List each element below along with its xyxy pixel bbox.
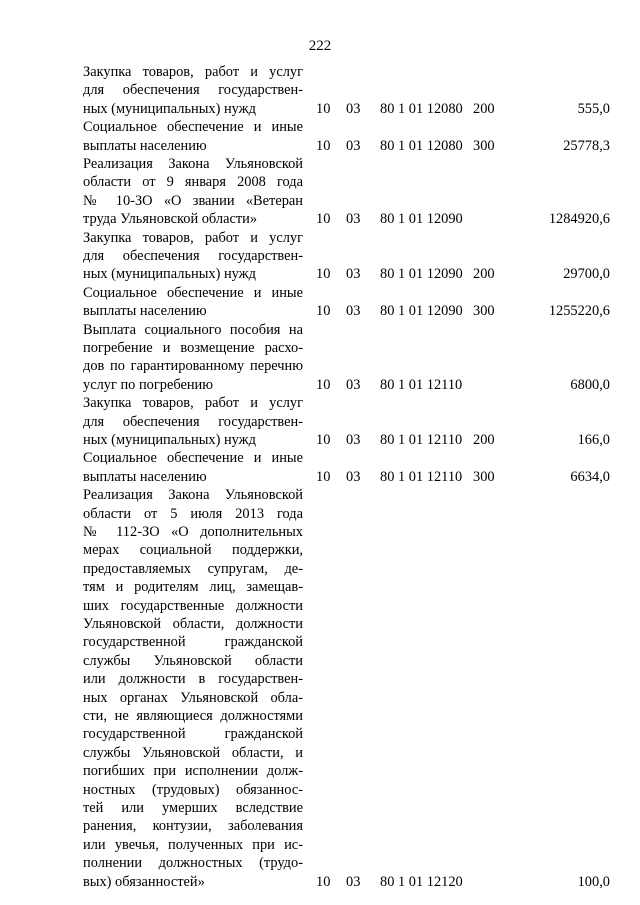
description-line: государственной гражданской: [83, 634, 303, 651]
description-line: Закупка товаров, работ и услуг: [83, 64, 303, 80]
description-line: погребение и возмещение расхо-: [83, 339, 303, 356]
subsection-code: 03: [346, 468, 361, 485]
subsection-code: 03: [346, 211, 361, 228]
row-description: [83, 63, 303, 118]
expense-type-code: 200: [473, 431, 495, 448]
section-code: 10: [316, 137, 331, 154]
description-line: ных (муниципальных) нужд: [83, 100, 256, 117]
description-line: вых) обязанностей»: [83, 873, 205, 890]
expense-type-code: 300: [473, 137, 495, 154]
table-row: [0, 284, 640, 321]
table-row: [0, 449, 640, 486]
subsection-code: 03: [346, 431, 361, 448]
amount-value: 25778,3: [563, 137, 610, 154]
description-line: государственной гражданской: [83, 726, 303, 743]
expense-type-code: 300: [473, 468, 495, 485]
section-code: 10: [316, 431, 331, 448]
description-line: услуг по погребению: [83, 376, 214, 393]
description-line: для обеспечения государствен-: [83, 247, 303, 264]
description-line: Выплата социального пособия на: [83, 321, 303, 338]
table-row: [0, 486, 640, 891]
target-article-code: 80 1 01 12110: [380, 431, 463, 448]
amount-value: 6800,0: [570, 376, 610, 393]
amount-value: 1255220,6: [548, 303, 610, 320]
subsection-code: 03: [346, 303, 361, 320]
description-line: области от 5 июля 2013 года: [83, 505, 303, 522]
description-line: Реализация Закона Ульяновской: [83, 487, 303, 504]
section-code: 10: [316, 266, 331, 283]
amount-value: 166,0: [577, 431, 610, 448]
description-line: выплаты населению: [83, 468, 207, 485]
target-article-code: 80 1 01 12080: [380, 137, 463, 154]
description-line: Реализация Закона Ульяновской: [83, 155, 303, 172]
row-description: [83, 118, 303, 155]
target-article-code: 80 1 01 12110: [380, 376, 463, 393]
target-article-code: 80 1 01 12090: [380, 266, 463, 283]
subsection-code: 03: [346, 266, 361, 283]
section-code: 10: [316, 100, 331, 117]
section-code: 10: [316, 873, 331, 890]
description-line: дов по гарантированному перечню: [83, 358, 303, 375]
description-line: службы Ульяновской области: [83, 652, 303, 669]
description-line: выплаты населению: [83, 303, 207, 320]
target-article-code: 80 1 01 12110: [380, 468, 463, 485]
description-line: сти, не являющиеся должностями: [83, 708, 303, 725]
row-description: [83, 394, 303, 449]
description-line: Социальное обеспечение и иные: [83, 450, 303, 467]
description-line: Социальное обеспечение и иные: [83, 119, 303, 136]
row-description: [83, 486, 303, 891]
expense-type-code: 200: [473, 266, 495, 283]
row-description: [83, 449, 303, 486]
table-row: [0, 394, 640, 449]
description-line: для обеспечения государствен-: [83, 82, 303, 99]
description-line: № 112-ЗО «О дополнительных: [83, 523, 303, 540]
description-line: тей или умерших вследствие: [83, 800, 303, 817]
description-line: погибших при исполнении долж-: [83, 763, 303, 780]
description-line: полнении должностных (трудо-: [83, 855, 303, 872]
row-description: [83, 321, 303, 395]
description-line: или должности в государствен-: [83, 671, 303, 688]
table-row: [0, 321, 640, 395]
section-code: 10: [316, 376, 331, 393]
description-line: области от 9 января 2008 года: [83, 174, 303, 191]
amount-value: 1284920,6: [548, 211, 610, 228]
description-line: ных (муниципальных) нужд: [83, 431, 256, 448]
description-line: ных органах Ульяновской обла-: [83, 689, 303, 706]
target-article-code: 80 1 01 12090: [380, 303, 463, 320]
description-line: Закупка товаров, работ и услуг: [83, 229, 303, 246]
amount-value: 6634,0: [570, 468, 610, 485]
target-article-code: 80 1 01 12120: [380, 873, 463, 890]
description-line: ших государственные должности: [83, 597, 303, 614]
description-line: предоставляемых супругам, де-: [83, 560, 303, 577]
table-row: [0, 155, 640, 229]
amount-value: 555,0: [577, 100, 610, 117]
description-line: ных (муниципальных) нужд: [83, 266, 256, 283]
section-code: 10: [316, 303, 331, 320]
description-line: Социальное обеспечение и иные: [83, 284, 303, 301]
description-line: выплаты населению: [83, 137, 207, 154]
description-line: труда Ульяновской области»: [83, 211, 258, 228]
description-line: № 10-ЗО «О звании «Ветеран: [83, 192, 303, 209]
description-line: для обеспечения государствен-: [83, 413, 303, 430]
subsection-code: 03: [346, 376, 361, 393]
description-line: ностных (трудовых) обязаннос-: [83, 781, 303, 798]
page-number: 222: [308, 38, 332, 54]
section-code: 10: [316, 468, 331, 485]
subsection-code: 03: [346, 873, 361, 890]
table-row: [0, 118, 640, 155]
description-line: ранения, контузии, заболевания: [83, 818, 303, 835]
expense-type-code: 200: [473, 100, 495, 117]
row-description: [83, 229, 303, 284]
expense-type-code: 300: [473, 303, 495, 320]
amount-value: 29700,0: [563, 266, 610, 283]
section-code: 10: [316, 211, 331, 228]
row-description: [83, 155, 303, 229]
target-article-code: 80 1 01 12080: [380, 100, 463, 117]
table-row: [0, 229, 640, 284]
subsection-code: 03: [346, 100, 361, 117]
row-description: [83, 284, 303, 321]
description-line: мерах социальной поддержки,: [83, 542, 303, 559]
budget-table: [0, 63, 640, 891]
subsection-code: 03: [346, 137, 361, 154]
description-line: или увечья, полученных при ис-: [83, 836, 303, 853]
description-line: службы Ульяновской области, и: [83, 744, 303, 761]
description-line: Закупка товаров, работ и услуг: [83, 395, 303, 412]
target-article-code: 80 1 01 12090: [380, 211, 463, 228]
description-line: Ульяновской области, должности: [83, 615, 303, 632]
description-line: тям и родителям лиц, замещав-: [83, 579, 303, 596]
table-row: [0, 63, 640, 118]
amount-value: 100,0: [577, 873, 610, 890]
